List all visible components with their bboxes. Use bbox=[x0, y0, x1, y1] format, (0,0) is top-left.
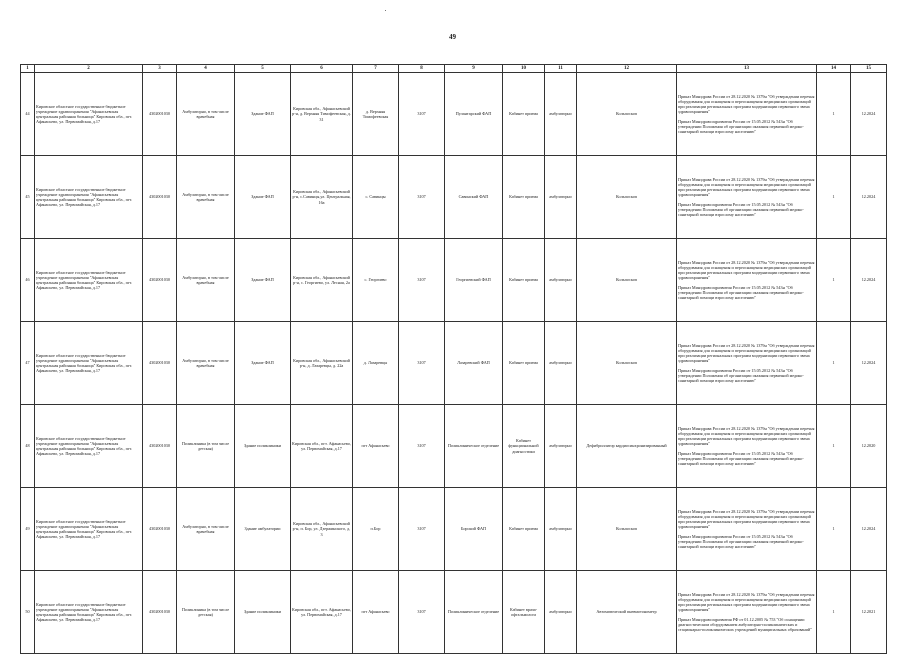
regulation-text: Приказ Минздрава России от 28.12.2020 № 1379н "Об утверждении перечня оборудования для оснащения и переоснащения медицинских организаций при реализации региональных программ модернизации первичного звена здравоохранения" bbox=[678, 343, 815, 364]
address-cell: Кировская обл., Афанасьевский р-н, с. Георгиево, ул. Лесная, 2а bbox=[291, 239, 353, 322]
equipment-cell: Кольпоскоп bbox=[577, 156, 677, 239]
page-number: 49 bbox=[449, 33, 456, 41]
count-cell: 3107 bbox=[399, 239, 445, 322]
scan-speck bbox=[385, 10, 386, 11]
count-cell: 3107 bbox=[399, 156, 445, 239]
building-cell: Здание ФАП bbox=[235, 239, 291, 322]
address-cell: Кировская обл., Афанасьевский р-н, д. Лазаревцы, д. 22а bbox=[291, 322, 353, 405]
settlement-cell: п.Бор bbox=[353, 488, 399, 571]
column-header: 12 bbox=[577, 65, 677, 73]
column-header: 5 bbox=[235, 65, 291, 73]
care-mode-cell: амбулаторно bbox=[545, 405, 577, 488]
regulation-text: Приказ Минздрава России от 28.12.2020 № 1379н "Об утверждении перечня оборудования для оснащения и переоснащения медицинских организаций при реализации региональных программ модернизации первичного звена здравоохранения" bbox=[678, 94, 815, 115]
column-header: 11 bbox=[545, 65, 577, 73]
unit-cell: Поликлиническое отделение bbox=[445, 571, 503, 654]
regulation-cell bbox=[677, 488, 817, 571]
regulation-text: Приказ Минздравсоцразвития РФ от 01.12.2005 № 753 "Об оснащении диагностическим оборудованием амбулаторно-поликлинических и стационарно-поликлинических учреждений муниципальных образований" bbox=[678, 616, 812, 632]
quantity-cell: 1 bbox=[817, 488, 851, 571]
equipment-cell: Кольпоскоп bbox=[577, 322, 677, 405]
org-code-cell: 4302001030 bbox=[143, 73, 177, 156]
column-header: 3 bbox=[143, 65, 177, 73]
organization-cell: Кировское областное государственное бюджетное учреждение здравоохранения "Афанасьевская центральная районная больница" Кировская обл., пгт. Афанасьево, ул. Первомайская, д.17 bbox=[35, 156, 143, 239]
room-cell: Кабинет врача-офтальмолога bbox=[503, 571, 545, 654]
deadline-cell: 12.2020 bbox=[851, 405, 887, 488]
table-row bbox=[21, 488, 887, 571]
building-cell: Здание ФАП bbox=[235, 322, 291, 405]
count-cell: 3107 bbox=[399, 571, 445, 654]
equipment-cell: Кольпоскоп bbox=[577, 73, 677, 156]
header-row bbox=[21, 65, 887, 73]
room-cell: Кабинет приема bbox=[503, 322, 545, 405]
unit-cell: Пулантарский ФАП bbox=[445, 73, 503, 156]
regulation-text: Приказ Минздрава России от 28.12.2020 № 1379н "Об утверждении перечня оборудования для оснащения и переоснащения медицинских организаций при реализации региональных программ модернизации первичного звена здравоохранения" bbox=[678, 260, 815, 281]
column-header: 4 bbox=[177, 65, 235, 73]
care-type-cell: Поликлиника (в том числе детская) bbox=[177, 405, 235, 488]
regulation-cell bbox=[677, 322, 817, 405]
quantity-cell: 1 bbox=[817, 405, 851, 488]
org-code-cell: 4302001030 bbox=[143, 239, 177, 322]
column-header: 15 bbox=[851, 65, 887, 73]
regulation-cell bbox=[677, 405, 817, 488]
count-cell: 3107 bbox=[399, 405, 445, 488]
care-type-cell: Амбулаторно, в том числе врачебная bbox=[177, 156, 235, 239]
row-number: 48 bbox=[21, 405, 35, 488]
column-header: 1 bbox=[21, 65, 35, 73]
settlement-cell: с. Георгиево bbox=[353, 239, 399, 322]
regulation-text: Приказ Минздравсоцразвития России от 15.05.2012 № 543н "Об утверждении Положения об организации оказания первичной медико-санитарной помощи взрослому населению" bbox=[678, 118, 804, 134]
deadline-cell: 12.2024 bbox=[851, 239, 887, 322]
row-number: 50 bbox=[21, 571, 35, 654]
column-header: 2 bbox=[35, 65, 143, 73]
equipment-cell: Дефибриллятор кардиосинхронизированный bbox=[577, 405, 677, 488]
regulation-text: Приказ Минздрава России от 28.12.2020 № 1379н "Об утверждении перечня оборудования для оснащения и переоснащения медицинских организаций при реализации региональных программ модернизации первичного звена здравоохранения" bbox=[678, 177, 815, 198]
settlement-cell: д. Лазаревцы bbox=[353, 322, 399, 405]
quantity-cell: 1 bbox=[817, 73, 851, 156]
column-header: 9 bbox=[445, 65, 503, 73]
org-code-cell: 4302001030 bbox=[143, 156, 177, 239]
regulation-text: Приказ Минздравсоцразвития России от 15.05.2012 № 543н "Об утверждении Положения об организации оказания первичной медико-санитарной помощи взрослому населению" bbox=[678, 201, 804, 217]
row-number: 44 bbox=[21, 73, 35, 156]
organization-cell: Кировское областное государственное бюджетное учреждение здравоохранения "Афанасьевская центральная районная больница" Кировская обл., пгт. Афанасьево, ул. Первомайская, д.17 bbox=[35, 239, 143, 322]
care-type-cell: Амбулаторно, в том числе врачебная bbox=[177, 239, 235, 322]
building-cell: Здание поликлиники bbox=[235, 571, 291, 654]
column-header: 8 bbox=[399, 65, 445, 73]
care-mode-cell: амбулаторно bbox=[545, 239, 577, 322]
regulation-cell bbox=[677, 73, 817, 156]
regulation-cell bbox=[677, 571, 817, 654]
building-cell: Здание поликлиники bbox=[235, 405, 291, 488]
equipment-cell: Автоматический пневмотонометр bbox=[577, 571, 677, 654]
unit-cell: Георгиевский ФАП bbox=[445, 239, 503, 322]
row-number: 46 bbox=[21, 239, 35, 322]
count-cell: 3107 bbox=[399, 488, 445, 571]
column-header: 14 bbox=[817, 65, 851, 73]
care-type-cell: Поликлиника (в том числе детская) bbox=[177, 571, 235, 654]
table-row bbox=[21, 571, 887, 654]
org-code-cell: 4302001030 bbox=[143, 488, 177, 571]
unit-cell: Борский ФАП bbox=[445, 488, 503, 571]
address-cell: Кировская обл., Афанасьевский р-н, с.Савинцы,ул. Центральная, 16а bbox=[291, 156, 353, 239]
quantity-cell: 1 bbox=[817, 322, 851, 405]
care-type-cell: Амбулаторно, в том числе врачебная bbox=[177, 73, 235, 156]
regulation-cell bbox=[677, 156, 817, 239]
regulation-text: Приказ Минздравсоцразвития России от 15.05.2012 № 543н "Об утверждении Положения об организации оказания первичной медико-санитарной помощи взрослому населению" bbox=[678, 284, 804, 300]
organization-cell: Кировское областное государственное бюджетное учреждение здравоохранения "Афанасьевская центральная районная больница" Кировская обл., пгт. Афанасьево, ул. Первомайская, д.17 bbox=[35, 73, 143, 156]
equipment-cell: Кольпоскоп bbox=[577, 239, 677, 322]
quantity-cell: 1 bbox=[817, 571, 851, 654]
org-code-cell: 4302001030 bbox=[143, 571, 177, 654]
care-mode-cell: амбулаторно bbox=[545, 488, 577, 571]
org-code-cell: 4302001030 bbox=[143, 405, 177, 488]
care-mode-cell: амбулаторно bbox=[545, 322, 577, 405]
column-header: 10 bbox=[503, 65, 545, 73]
table-row bbox=[21, 73, 887, 156]
room-cell: Кабинет приема bbox=[503, 156, 545, 239]
settlement-cell: с. Савинцы bbox=[353, 156, 399, 239]
quantity-cell: 1 bbox=[817, 156, 851, 239]
building-cell: Здание ФАП bbox=[235, 156, 291, 239]
org-code-cell: 4302001030 bbox=[143, 322, 177, 405]
settlement-cell: д. Верхняя Тимофеевская bbox=[353, 73, 399, 156]
organization-cell: Кировское областное государственное бюджетное учреждение здравоохранения "Афанасьевская центральная районная больница" Кировская обл., пгт. Афанасьево, ул. Первомайская, д.17 bbox=[35, 405, 143, 488]
table-row bbox=[21, 405, 887, 488]
settlement-cell: пгт Афанасьево bbox=[353, 405, 399, 488]
column-header: 7 bbox=[353, 65, 399, 73]
deadline-cell: 12.2024 bbox=[851, 73, 887, 156]
equipment-cell: Кольпоскоп bbox=[577, 488, 677, 571]
care-mode-cell: амбулаторно bbox=[545, 73, 577, 156]
deadline-cell: 12.2021 bbox=[851, 571, 887, 654]
deadline-cell: 12.2024 bbox=[851, 156, 887, 239]
deadline-cell: 12.2024 bbox=[851, 488, 887, 571]
table-row bbox=[21, 322, 887, 405]
organization-cell: Кировское областное государственное бюджетное учреждение здравоохранения "Афанасьевская центральная районная больница" Кировская обл., пгт. Афанасьево, ул. Первомайская, д.17 bbox=[35, 571, 143, 654]
quantity-cell: 1 bbox=[817, 239, 851, 322]
room-cell: Кабинет приема bbox=[503, 239, 545, 322]
regulation-text: Приказ Минздравсоцразвития России от 15.05.2012 № 543н "Об утверждении Положения об организации оказания первичной медико-санитарной помощи взрослому населению" bbox=[678, 533, 804, 549]
count-cell: 3107 bbox=[399, 322, 445, 405]
count-cell: 3107 bbox=[399, 73, 445, 156]
table-row bbox=[21, 239, 887, 322]
building-cell: Здание ФАП bbox=[235, 73, 291, 156]
room-cell: Кабинет приема bbox=[503, 488, 545, 571]
regulation-text: Приказ Минздрава России от 28.12.2020 № 1379н "Об утверждении перечня оборудования для оснащения и переоснащения медицинских организаций при реализации региональных программ модернизации первичного звена здравоохранения" bbox=[678, 592, 815, 613]
address-cell: Кировская обл., пгт. Афанасьево, ул. Первомайская, д.17 bbox=[291, 405, 353, 488]
row-number: 45 bbox=[21, 156, 35, 239]
unit-cell: Савинский ФАП bbox=[445, 156, 503, 239]
care-mode-cell: амбулаторно bbox=[545, 571, 577, 654]
regulation-text: Приказ Минздравсоцразвития России от 15.05.2012 № 543н "Об утверждении Положения об организации оказания первичной медико-санитарной помощи взрослому населению" bbox=[678, 367, 804, 383]
organization-cell: Кировское областное государственное бюджетное учреждение здравоохранения "Афанасьевская центральная районная больница" Кировская обл., пгт. Афанасьево, ул. Первомайская, д.17 bbox=[35, 488, 143, 571]
column-header: 13 bbox=[677, 65, 817, 73]
row-number: 49 bbox=[21, 488, 35, 571]
regulation-text: Приказ Минздравсоцразвития России от 15.05.2012 № 543н "Об утверждении Положения об организации оказания первичной медико-санитарной помощи взрослому населению" bbox=[678, 450, 804, 466]
settlement-cell: пгт Афанасьево bbox=[353, 571, 399, 654]
column-header: 6 bbox=[291, 65, 353, 73]
address-cell: Кировская обл., Афанасьевский р-н, п. Бор, ул. Дзержинского, д. 3 bbox=[291, 488, 353, 571]
room-cell: Кабинет приема bbox=[503, 73, 545, 156]
organization-cell: Кировское областное государственное бюджетное учреждение здравоохранения "Афанасьевская центральная районная больница" Кировская обл., пгт. Афанасьево, ул. Первомайская, д.17 bbox=[35, 322, 143, 405]
row-number: 47 bbox=[21, 322, 35, 405]
care-mode-cell: амбулаторно bbox=[545, 156, 577, 239]
room-cell: Кабинет функциональной диагностики bbox=[503, 405, 545, 488]
deadline-cell: 12.2024 bbox=[851, 322, 887, 405]
care-type-cell: Амбулаторно, в том числе врачебная bbox=[177, 322, 235, 405]
unit-cell: Поликлиническое отделение bbox=[445, 405, 503, 488]
regulation-cell bbox=[677, 239, 817, 322]
regulation-text: Приказ Минздрава России от 28.12.2020 № 1379н "Об утверждении перечня оборудования для оснащения и переоснащения медицинских организаций при реализации региональных программ модернизации первичного звена здравоохранения" bbox=[678, 509, 815, 530]
table-row bbox=[21, 156, 887, 239]
unit-cell: Лазаревский ФАП bbox=[445, 322, 503, 405]
equipment-table bbox=[20, 64, 887, 654]
building-cell: Здание амбулатории bbox=[235, 488, 291, 571]
care-type-cell: Амбулаторно, в том числе врачебная bbox=[177, 488, 235, 571]
address-cell: Кировская обл., пгт. Афанасьево, ул. Первомайская, д.17 bbox=[291, 571, 353, 654]
regulation-text: Приказ Минздрава России от 28.12.2020 № 1379н "Об утверждении перечня оборудования для оснащения и переоснащения медицинских организаций при реализации региональных программ модернизации первичного звена здравоохранения" bbox=[678, 426, 815, 447]
address-cell: Кировская обл., Афанасьевский р-н, д. Верхняя Тимофеевская, д. 31 bbox=[291, 73, 353, 156]
